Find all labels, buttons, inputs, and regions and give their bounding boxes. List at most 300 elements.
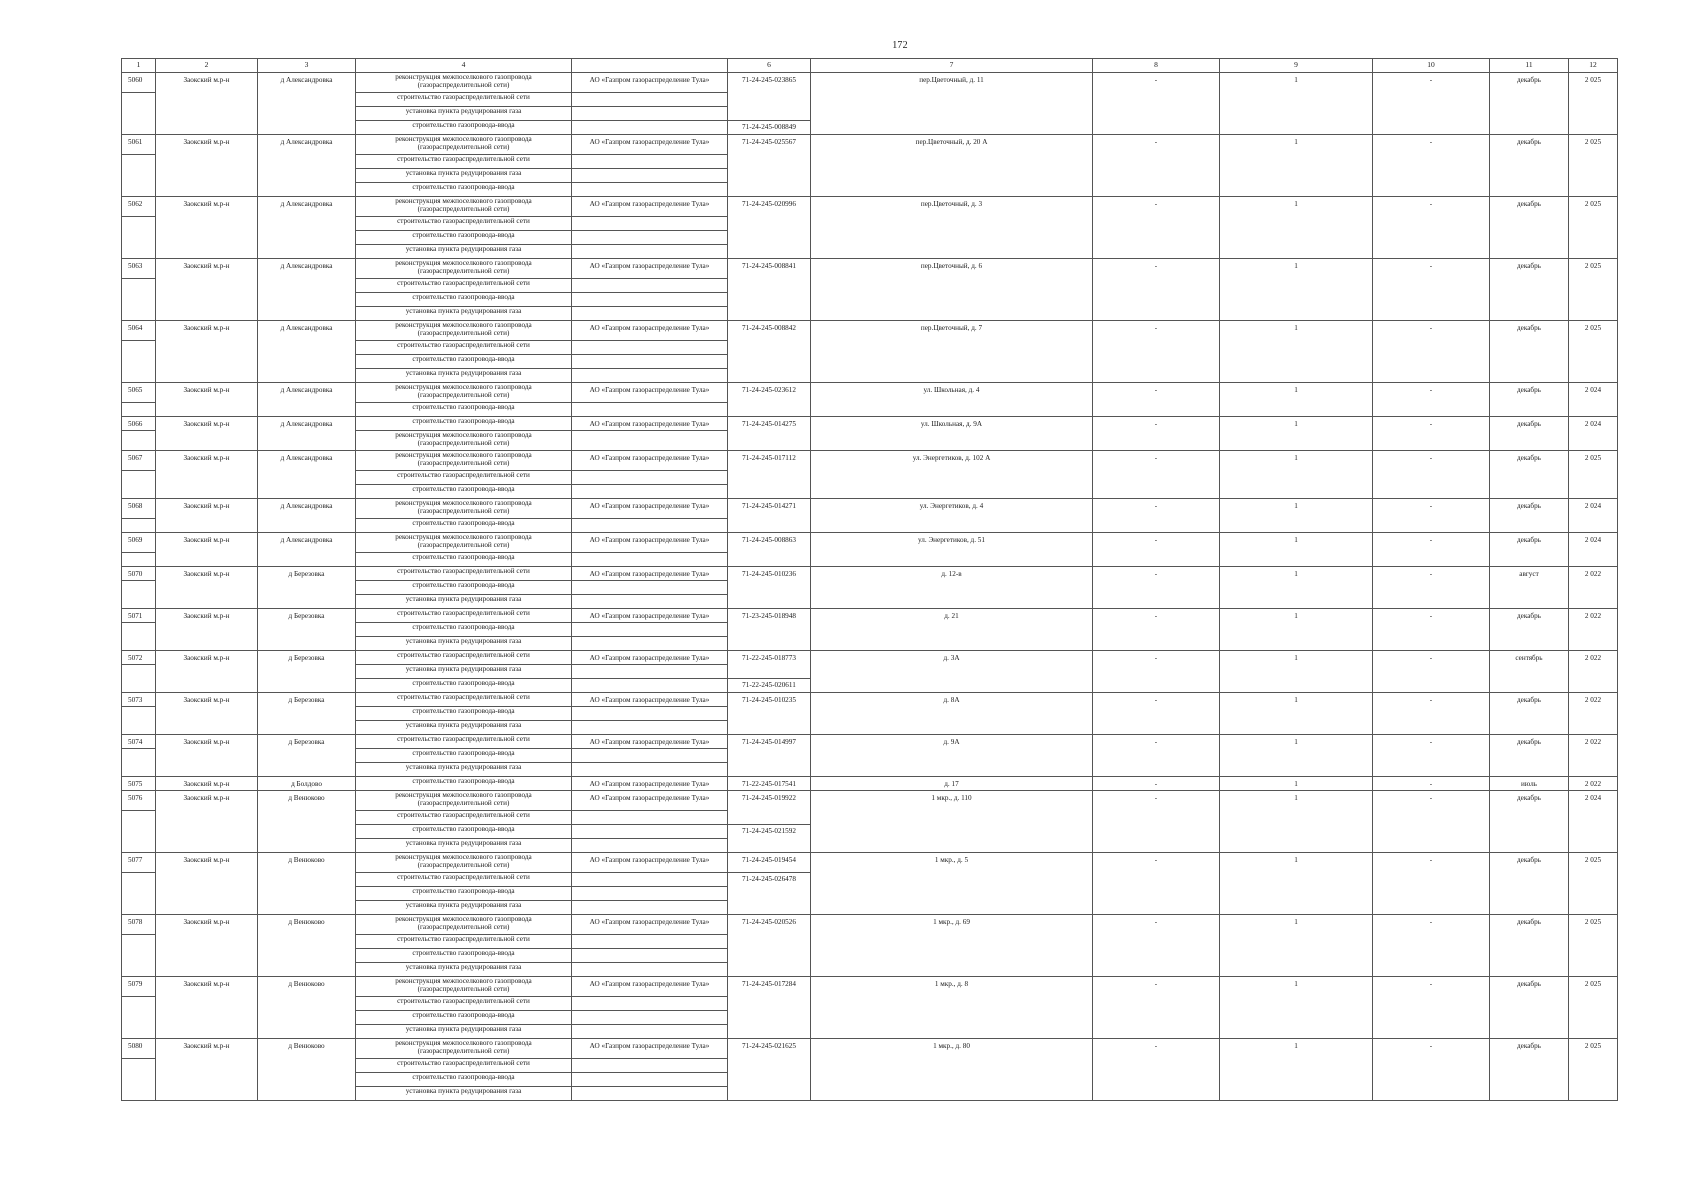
work-type-cell: реконструкция межпоселкового газопровода (газораспределительной сети) (356, 135, 572, 155)
month-cell: декабрь (1490, 609, 1569, 651)
organization-cell: АО «Газпром газораспределение Тула» (572, 693, 728, 707)
record-number-cell: 5070 (122, 567, 156, 581)
organization-cell-empty (572, 901, 728, 915)
organization-cell: АО «Газпром газораспределение Тула» (572, 735, 728, 749)
work-type-cell: строительство газопровода-ввода (356, 1011, 572, 1025)
district-cell: Заокский м.р-н (156, 135, 258, 197)
column-10-cell: - (1373, 1039, 1490, 1101)
column-9-cell: 1 (1220, 977, 1373, 1039)
record-number-cell-cont (122, 341, 156, 383)
work-type-cell: строительство газопровода-ввода (356, 417, 572, 431)
work-type-cell: реконструкция межпоселкового газопровода (газораспределительной сети) (356, 977, 572, 997)
column-10-cell: - (1373, 417, 1490, 451)
year-cell: 2 025 (1569, 977, 1618, 1039)
work-type-cell: строительство газопровода-ввода (356, 777, 572, 791)
organization-cell-empty (572, 107, 728, 121)
record-row (122, 977, 1618, 997)
year-cell: 2 024 (1569, 417, 1618, 451)
organization-cell-empty (572, 949, 728, 963)
record-number-cell-cont (122, 93, 156, 135)
organization-cell-empty (572, 825, 728, 839)
address-cell: 1 мкр., д. 8 (811, 977, 1093, 1039)
address-cell: пер.Цветочный, д. 20 А (811, 135, 1093, 197)
year-cell: 2 024 (1569, 791, 1618, 853)
column-8-cell: - (1093, 533, 1220, 567)
organization-cell-empty (572, 665, 728, 679)
work-type-cell: установка пункта редуцирования газа (356, 169, 572, 183)
column-8-cell: - (1093, 609, 1220, 651)
organization-cell: АО «Газпром газораспределение Тула» (572, 1039, 728, 1059)
record-row (122, 259, 1618, 279)
address-cell: ул. Школьная, д. 9А (811, 417, 1093, 451)
organization-cell: АО «Газпром газораспределение Тула» (572, 383, 728, 403)
district-cell: Заокский м.р-н (156, 567, 258, 609)
column-8-cell: - (1093, 383, 1220, 417)
address-cell: д. 9А (811, 735, 1093, 777)
work-type-cell: реконструкция межпоселкового газопровода (газораспределительной сети) (356, 533, 572, 553)
column-9-cell: 1 (1220, 735, 1373, 777)
year-cell: 2 022 (1569, 693, 1618, 735)
locality-cell: д Венюково (258, 977, 356, 1039)
record-row (122, 1039, 1618, 1059)
record-number-cell: 5065 (122, 383, 156, 403)
organization-cell-empty (572, 485, 728, 499)
address-cell: 1 мкр., д. 69 (811, 915, 1093, 977)
column-9-cell: 1 (1220, 533, 1373, 567)
work-type-cell: реконструкция межпоселкового газопровода (газораспределительной сети) (356, 197, 572, 217)
district-cell: Заокский м.р-н (156, 321, 258, 383)
work-type-cell: реконструкция межпоселкового газопровода (газораспределительной сети) (356, 1039, 572, 1059)
month-cell: декабрь (1490, 499, 1569, 533)
month-cell: декабрь (1490, 383, 1569, 417)
work-type-cell: установка пункта редуцирования газа (356, 637, 572, 651)
work-type-cell: строительство газораспределительной сети (356, 567, 572, 581)
column-10-cell: - (1373, 499, 1490, 533)
organization-cell-empty (572, 293, 728, 307)
organization-cell: АО «Газпром газораспределение Тула» (572, 533, 728, 553)
work-type-cell: строительство газопровода-ввода (356, 519, 572, 533)
cadastral-number-cell: 71-24-245-008842 (728, 321, 811, 383)
district-cell: Заокский м.р-н (156, 651, 258, 693)
locality-cell: д Березовка (258, 651, 356, 693)
work-type-cell: строительство газораспределительной сети (356, 693, 572, 707)
column-10-cell: - (1373, 567, 1490, 609)
column-8-cell: - (1093, 259, 1220, 321)
organization-cell-empty (572, 887, 728, 901)
register-table-container (121, 58, 1617, 1101)
cadastral-number-cell: 71-24-245-019454 (728, 853, 811, 873)
work-type-cell: строительство газораспределительной сети (356, 735, 572, 749)
cadastral-number-cell: 71-24-245-026478 (728, 873, 811, 915)
record-row (122, 651, 1618, 665)
column-9-cell: 1 (1220, 915, 1373, 977)
column-10-cell: - (1373, 533, 1490, 567)
work-type-cell: реконструкция межпоселкового газопровода (газораспределительной сети) (356, 259, 572, 279)
month-cell: декабрь (1490, 135, 1569, 197)
record-number-cell: 5062 (122, 197, 156, 217)
organization-cell-empty (572, 839, 728, 853)
month-cell: декабрь (1490, 533, 1569, 567)
work-type-cell: строительство газораспределительной сети (356, 935, 572, 949)
year-cell: 2 022 (1569, 651, 1618, 693)
district-cell: Заокский м.р-н (156, 451, 258, 499)
record-number-cell-cont (122, 623, 156, 651)
record-number-cell-cont (122, 1059, 156, 1101)
record-number-cell: 5079 (122, 977, 156, 997)
district-cell: Заокский м.р-н (156, 915, 258, 977)
column-number-cell (572, 59, 728, 73)
organization-cell-empty (572, 1011, 728, 1025)
organization-cell-empty (572, 679, 728, 693)
cadastral-number-cell: 71-24-245-017284 (728, 977, 811, 1039)
organization-cell-empty (572, 749, 728, 763)
record-number-cell: 5067 (122, 451, 156, 471)
record-number-cell-cont (122, 581, 156, 609)
organization-cell-empty (572, 935, 728, 949)
cadastral-number-cell: 71-24-245-020996 (728, 197, 811, 259)
column-8-cell: - (1093, 853, 1220, 915)
locality-cell: д Александровка (258, 135, 356, 197)
work-type-cell: строительство газораспределительной сети (356, 341, 572, 355)
organization-cell-empty (572, 431, 728, 451)
work-type-cell: установка пункта редуцирования газа (356, 721, 572, 735)
organization-cell-empty (572, 341, 728, 355)
organization-cell-empty (572, 1087, 728, 1101)
work-type-cell: реконструкция межпоселкового газопровода (газораспределительной сети) (356, 321, 572, 341)
work-type-cell: строительство газораспределительной сети (356, 155, 572, 169)
column-number-cell: 8 (1093, 59, 1220, 73)
locality-cell: д Александровка (258, 383, 356, 417)
column-9-cell: 1 (1220, 609, 1373, 651)
year-cell: 2 025 (1569, 259, 1618, 321)
organization-cell-empty (572, 245, 728, 259)
record-row (122, 135, 1618, 155)
locality-cell: д Александровка (258, 417, 356, 451)
district-cell: Заокский м.р-н (156, 73, 258, 135)
work-type-cell: строительство газопровода-ввода (356, 707, 572, 721)
month-cell: август (1490, 567, 1569, 609)
locality-cell: д Венюково (258, 791, 356, 853)
organization-cell: АО «Газпром газораспределение Тула» (572, 417, 728, 431)
record-row (122, 499, 1618, 519)
work-type-cell: строительство газопровода-ввода (356, 121, 572, 135)
column-10-cell: - (1373, 259, 1490, 321)
column-9-cell: 1 (1220, 499, 1373, 533)
work-type-cell: строительство газопровода-ввода (356, 581, 572, 595)
month-cell: сентябрь (1490, 651, 1569, 693)
column-number-cell: 1 (122, 59, 156, 73)
work-type-cell: строительство газораспределительной сети (356, 609, 572, 623)
work-type-cell: строительство газопровода-ввода (356, 679, 572, 693)
work-type-cell: установка пункта редуцирования газа (356, 107, 572, 121)
column-9-cell: 1 (1220, 451, 1373, 499)
organization-cell-empty (572, 403, 728, 417)
column-8-cell: - (1093, 777, 1220, 791)
month-cell: декабрь (1490, 321, 1569, 383)
work-type-cell: строительство газопровода-ввода (356, 485, 572, 499)
locality-cell: д Березовка (258, 609, 356, 651)
locality-cell: д Александровка (258, 73, 356, 135)
column-9-cell: 1 (1220, 693, 1373, 735)
work-type-cell: реконструкция межпоселкового газопровода (газораспределительной сети) (356, 383, 572, 403)
organization-cell: АО «Газпром газораспределение Тула» (572, 609, 728, 623)
cadastral-number-cell: 71-24-245-008841 (728, 259, 811, 321)
district-cell: Заокский м.р-н (156, 735, 258, 777)
address-cell: д. 12-в (811, 567, 1093, 609)
work-type-cell: реконструкция межпоселкового газопровода (газораспределительной сети) (356, 791, 572, 811)
record-number-cell-cont (122, 935, 156, 977)
year-cell: 2 025 (1569, 197, 1618, 259)
locality-cell: д Александровка (258, 259, 356, 321)
month-cell: декабрь (1490, 197, 1569, 259)
record-number-cell: 5073 (122, 693, 156, 707)
column-8-cell: - (1093, 197, 1220, 259)
organization-cell: АО «Газпром газораспределение Тула» (572, 73, 728, 93)
work-type-cell: строительство газопровода-ввода (356, 949, 572, 963)
organization-cell-empty (572, 169, 728, 183)
locality-cell: д Венюково (258, 915, 356, 977)
column-number-cell: 7 (811, 59, 1093, 73)
column-8-cell: - (1093, 451, 1220, 499)
column-8-cell: - (1093, 651, 1220, 693)
column-9-cell: 1 (1220, 853, 1373, 915)
cadastral-number-cell: 71-23-245-018948 (728, 609, 811, 651)
organization-cell-empty (572, 155, 728, 169)
address-cell: д. 21 (811, 609, 1093, 651)
record-number-cell: 5061 (122, 135, 156, 155)
organization-cell: АО «Газпром газораспределение Тула» (572, 135, 728, 155)
address-cell: 1 мкр., д. 110 (811, 791, 1093, 853)
cadastral-number-cell: 71-22-245-017541 (728, 777, 811, 791)
district-cell: Заокский м.р-н (156, 693, 258, 735)
work-type-cell: строительство газораспределительной сети (356, 93, 572, 107)
locality-cell: д Александровка (258, 197, 356, 259)
column-9-cell: 1 (1220, 383, 1373, 417)
column-8-cell: - (1093, 567, 1220, 609)
record-number-cell: 5060 (122, 73, 156, 93)
district-cell: Заокский м.р-н (156, 383, 258, 417)
year-cell: 2 025 (1569, 73, 1618, 135)
work-type-cell: строительство газопровода-ввода (356, 1073, 572, 1087)
record-number-cell-cont (122, 811, 156, 853)
locality-cell: д Венюково (258, 853, 356, 915)
column-8-cell: - (1093, 135, 1220, 197)
cadastral-number-cell: 71-24-245-020526 (728, 915, 811, 977)
work-type-cell: реконструкция межпоселкового газопровода (газораспределительной сети) (356, 853, 572, 873)
address-cell: ул. Энергетиков, д. 4 (811, 499, 1093, 533)
column-10-cell: - (1373, 777, 1490, 791)
year-cell: 2 024 (1569, 499, 1618, 533)
work-type-cell: установка пункта редуцирования газа (356, 901, 572, 915)
page-number: 172 (892, 40, 908, 51)
organization-cell: АО «Газпром газораспределение Тула» (572, 259, 728, 279)
work-type-cell: строительство газопровода-ввода (356, 231, 572, 245)
organization-cell-empty (572, 1025, 728, 1039)
organization-cell-empty (572, 93, 728, 107)
cadastral-number-cell: 71-24-245-010236 (728, 567, 811, 609)
record-row (122, 451, 1618, 471)
work-type-cell: строительство газопровода-ввода (356, 749, 572, 763)
column-8-cell: - (1093, 791, 1220, 853)
record-number-cell: 5063 (122, 259, 156, 279)
work-type-cell: реконструкция межпоселкового газопровода (газораспределительной сети) (356, 451, 572, 471)
column-number-row (122, 59, 1618, 73)
month-cell: декабрь (1490, 791, 1569, 853)
record-number-cell-cont (122, 431, 156, 451)
work-type-cell: реконструкция межпоселкового газопровода (газораспределительной сети) (356, 431, 572, 451)
year-cell: 2 025 (1569, 321, 1618, 383)
work-type-cell: строительство газораспределительной сети (356, 217, 572, 231)
register-table (121, 58, 1618, 1101)
record-row (122, 73, 1618, 93)
record-number-cell: 5076 (122, 791, 156, 811)
month-cell: декабрь (1490, 977, 1569, 1039)
work-type-cell: установка пункта редуцирования газа (356, 839, 572, 853)
organization-cell-empty (572, 997, 728, 1011)
year-cell: 2 022 (1569, 777, 1618, 791)
organization-cell-empty (572, 307, 728, 321)
column-9-cell: 1 (1220, 651, 1373, 693)
column-9-cell: 1 (1220, 135, 1373, 197)
cadastral-number-cell: 71-24-245-010235 (728, 693, 811, 735)
column-number-cell: 3 (258, 59, 356, 73)
work-type-cell: реконструкция межпоселкового газопровода (газораспределительной сети) (356, 499, 572, 519)
work-type-cell: установка пункта редуцирования газа (356, 963, 572, 977)
column-number-cell: 4 (356, 59, 572, 73)
column-10-cell: - (1373, 451, 1490, 499)
work-type-cell: строительство газопровода-ввода (356, 403, 572, 417)
work-type-cell: реконструкция межпоселкового газопровода (газораспределительной сети) (356, 73, 572, 93)
month-cell: декабрь (1490, 693, 1569, 735)
column-9-cell: 1 (1220, 417, 1373, 451)
record-number-cell: 5071 (122, 609, 156, 623)
organization-cell-empty (572, 1073, 728, 1087)
work-type-cell: строительство газопровода-ввода (356, 553, 572, 567)
work-type-cell: строительство газораспределительной сети (356, 279, 572, 293)
organization-cell: АО «Газпром газораспределение Тула» (572, 651, 728, 665)
work-type-cell: строительство газопровода-ввода (356, 825, 572, 839)
cadastral-number-cell: 71-24-245-014997 (728, 735, 811, 777)
record-row (122, 791, 1618, 811)
locality-cell: д Березовка (258, 735, 356, 777)
record-number-cell: 5075 (122, 777, 156, 791)
organization-cell-empty (572, 963, 728, 977)
cadastral-number-cell: 71-24-245-021625 (728, 1039, 811, 1101)
work-type-cell: строительство газопровода-ввода (356, 183, 572, 197)
column-8-cell: - (1093, 321, 1220, 383)
record-row (122, 915, 1618, 935)
organization-cell-empty (572, 873, 728, 887)
column-10-cell: - (1373, 693, 1490, 735)
year-cell: 2 022 (1569, 609, 1618, 651)
organization-cell-empty (572, 369, 728, 383)
organization-cell-empty (572, 595, 728, 609)
district-cell: Заокский м.р-н (156, 609, 258, 651)
record-row (122, 567, 1618, 581)
column-9-cell: 1 (1220, 791, 1373, 853)
record-row (122, 693, 1618, 707)
column-8-cell: - (1093, 73, 1220, 135)
column-8-cell: - (1093, 417, 1220, 451)
record-number-cell-cont (122, 665, 156, 693)
record-number-cell-cont (122, 403, 156, 417)
address-cell: пер.Цветочный, д. 7 (811, 321, 1093, 383)
address-cell: д. 8А (811, 693, 1093, 735)
column-number-cell: 12 (1569, 59, 1618, 73)
column-9-cell: 1 (1220, 259, 1373, 321)
year-cell: 2 025 (1569, 451, 1618, 499)
district-cell: Заокский м.р-н (156, 417, 258, 451)
organization-cell-empty (572, 721, 728, 735)
cadastral-number-cell: 71-24-245-014275 (728, 417, 811, 451)
cadastral-number-cell: 71-24-245-008863 (728, 533, 811, 567)
column-10-cell: - (1373, 609, 1490, 651)
cadastral-number-cell: 71-22-245-018773 (728, 651, 811, 679)
record-row (122, 197, 1618, 217)
record-row (122, 609, 1618, 623)
month-cell: декабрь (1490, 853, 1569, 915)
work-type-cell: установка пункта редуцирования газа (356, 307, 572, 321)
work-type-cell: установка пункта редуцирования газа (356, 763, 572, 777)
column-8-cell: - (1093, 915, 1220, 977)
record-number-cell-cont (122, 997, 156, 1039)
work-type-cell: строительство газораспределительной сети (356, 873, 572, 887)
month-cell: декабрь (1490, 915, 1569, 977)
work-type-cell: строительство газопровода-ввода (356, 623, 572, 637)
column-10-cell: - (1373, 383, 1490, 417)
work-type-cell: строительство газораспределительной сети (356, 471, 572, 485)
organization-cell: АО «Газпром газораспределение Тула» (572, 977, 728, 997)
record-number-cell: 5078 (122, 915, 156, 935)
organization-cell: АО «Газпром газораспределение Тула» (572, 499, 728, 519)
organization-cell-empty (572, 279, 728, 293)
record-row (122, 533, 1618, 553)
address-cell: д. 17 (811, 777, 1093, 791)
address-cell: ул. Школьная, д. 4 (811, 383, 1093, 417)
work-type-cell: установка пункта редуцирования газа (356, 369, 572, 383)
column-9-cell: 1 (1220, 777, 1373, 791)
cadastral-number-cell: 71-24-245-017112 (728, 451, 811, 499)
column-10-cell: - (1373, 977, 1490, 1039)
work-type-cell: реконструкция межпоселкового газопровода (газораспределительной сети) (356, 915, 572, 935)
year-cell: 2 025 (1569, 853, 1618, 915)
record-number-cell-cont (122, 707, 156, 735)
organization-cell-empty (572, 1059, 728, 1073)
column-8-cell: - (1093, 1039, 1220, 1101)
record-number-cell-cont (122, 553, 156, 567)
district-cell: Заокский м.р-н (156, 499, 258, 533)
organization-cell: АО «Газпром газораспределение Тула» (572, 567, 728, 581)
work-type-cell: установка пункта редуцирования газа (356, 245, 572, 259)
organization-cell-empty (572, 811, 728, 825)
district-cell: Заокский м.р-н (156, 197, 258, 259)
work-type-cell: строительство газопровода-ввода (356, 355, 572, 369)
record-row (122, 321, 1618, 341)
cadastral-number-cell: 71-24-245-021592 (728, 825, 811, 853)
column-10-cell: - (1373, 853, 1490, 915)
work-type-cell: строительство газораспределительной сети (356, 1059, 572, 1073)
column-number-cell: 2 (156, 59, 258, 73)
work-type-cell: строительство газораспределительной сети (356, 651, 572, 665)
district-cell: Заокский м.р-н (156, 977, 258, 1039)
organization-cell-empty (572, 471, 728, 485)
locality-cell: д Александровка (258, 451, 356, 499)
work-type-cell: установка пункта редуцирования газа (356, 1025, 572, 1039)
organization-cell-empty (572, 183, 728, 197)
column-number-cell: 11 (1490, 59, 1569, 73)
locality-cell: д Александровка (258, 499, 356, 533)
organization-cell-empty (572, 217, 728, 231)
